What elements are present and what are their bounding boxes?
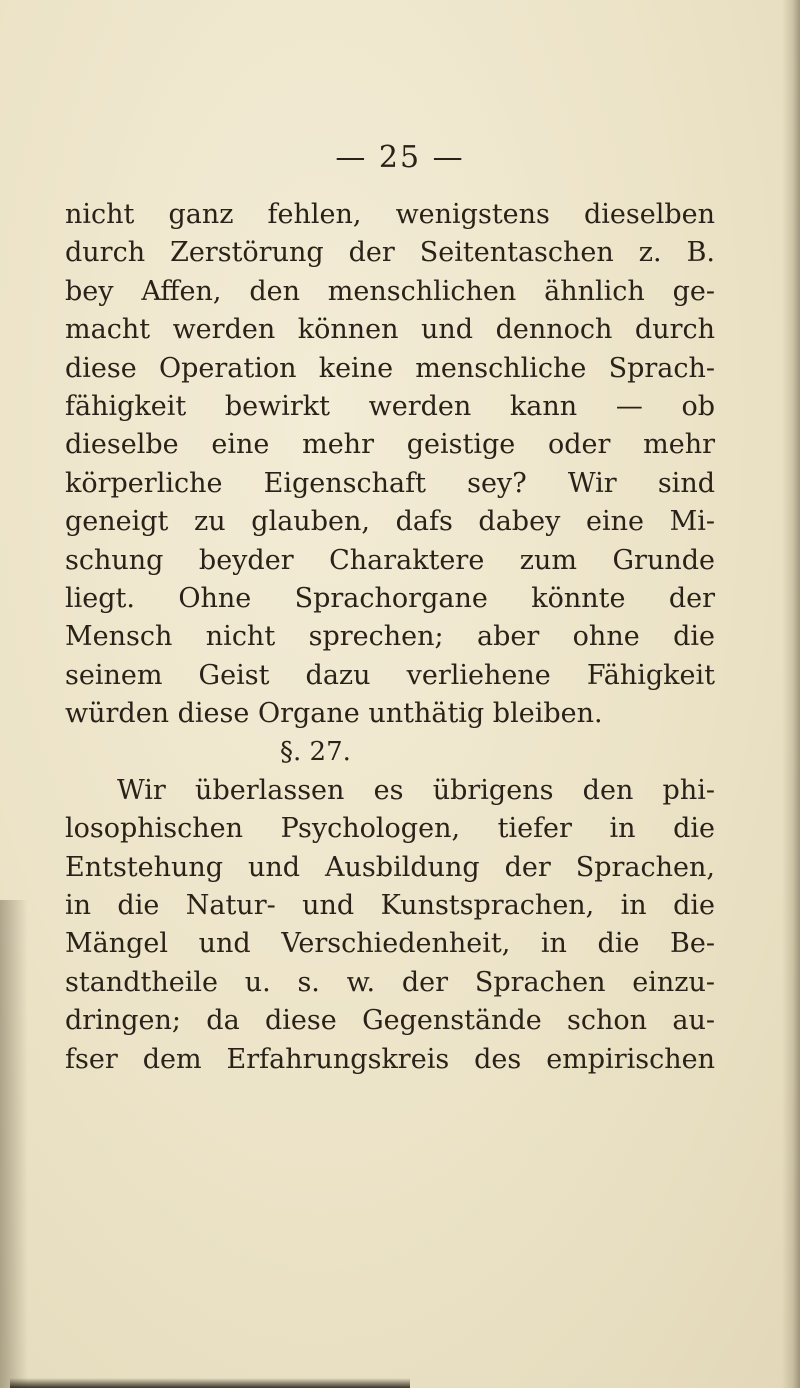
- text-line: losophischen Psychologen, tiefer in die: [65, 813, 715, 845]
- text-line: bey Affen, den menschlichen ähnlich ge-: [65, 275, 715, 307]
- text-line: Entstehung und Ausbildung der Sprachen,: [65, 851, 715, 883]
- text-line: Wir überlassen es übrigens den phi-: [117, 774, 715, 806]
- text-line: dieselbe eine mehr geistige oder mehr: [65, 429, 715, 461]
- page-edge-shadow: [782, 0, 800, 1388]
- text-line: fser dem Erfahrungskreis des empirischen: [65, 1043, 715, 1075]
- text-line: Mensch nicht sprechen; aber ohne die: [65, 621, 715, 653]
- text-line: geneigt zu glauben, dafs dabey eine Mi-: [65, 506, 715, 538]
- text-line: durch Zerstörung der Seitentaschen z. B.: [65, 237, 715, 269]
- text-line: würden diese Organe unthätig bleiben.: [65, 698, 603, 730]
- text-line: dringen; da diese Gegenstände schon au-: [65, 1005, 715, 1037]
- text-line: nicht ganz fehlen, wenigstens dieselben: [65, 199, 715, 230]
- text-line: standtheile u. s. w. der Sprachen einzu-: [65, 966, 715, 998]
- text-line: macht werden können und dennoch durch: [65, 314, 715, 346]
- text-line: in die Natur- und Kunstsprachen, in die: [65, 890, 715, 922]
- page-number: — 25 —: [335, 140, 465, 175]
- text-line: Mängel und Verschiedenheit, in die Be-: [65, 928, 715, 960]
- binding-shadow: [0, 900, 28, 1388]
- text-line: liegt. Ohne Sprachorgane könnte der: [65, 582, 715, 614]
- text-line: schung beyder Charaktere zum Grunde: [65, 544, 715, 576]
- page-text: [65, 196, 715, 1079]
- section-heading: §. 27.: [280, 737, 351, 768]
- text-line: körperliche Eigenschaft sey? Wir sind: [65, 467, 715, 499]
- bottom-edge-shadow: [10, 1378, 410, 1388]
- text-line: seinem Geist dazu verliehene Fähigkeit: [65, 659, 715, 691]
- text-line: diese Operation keine menschliche Sprach-: [65, 352, 715, 384]
- text-line: fähigkeit bewirkt werden kann — ob: [65, 390, 715, 422]
